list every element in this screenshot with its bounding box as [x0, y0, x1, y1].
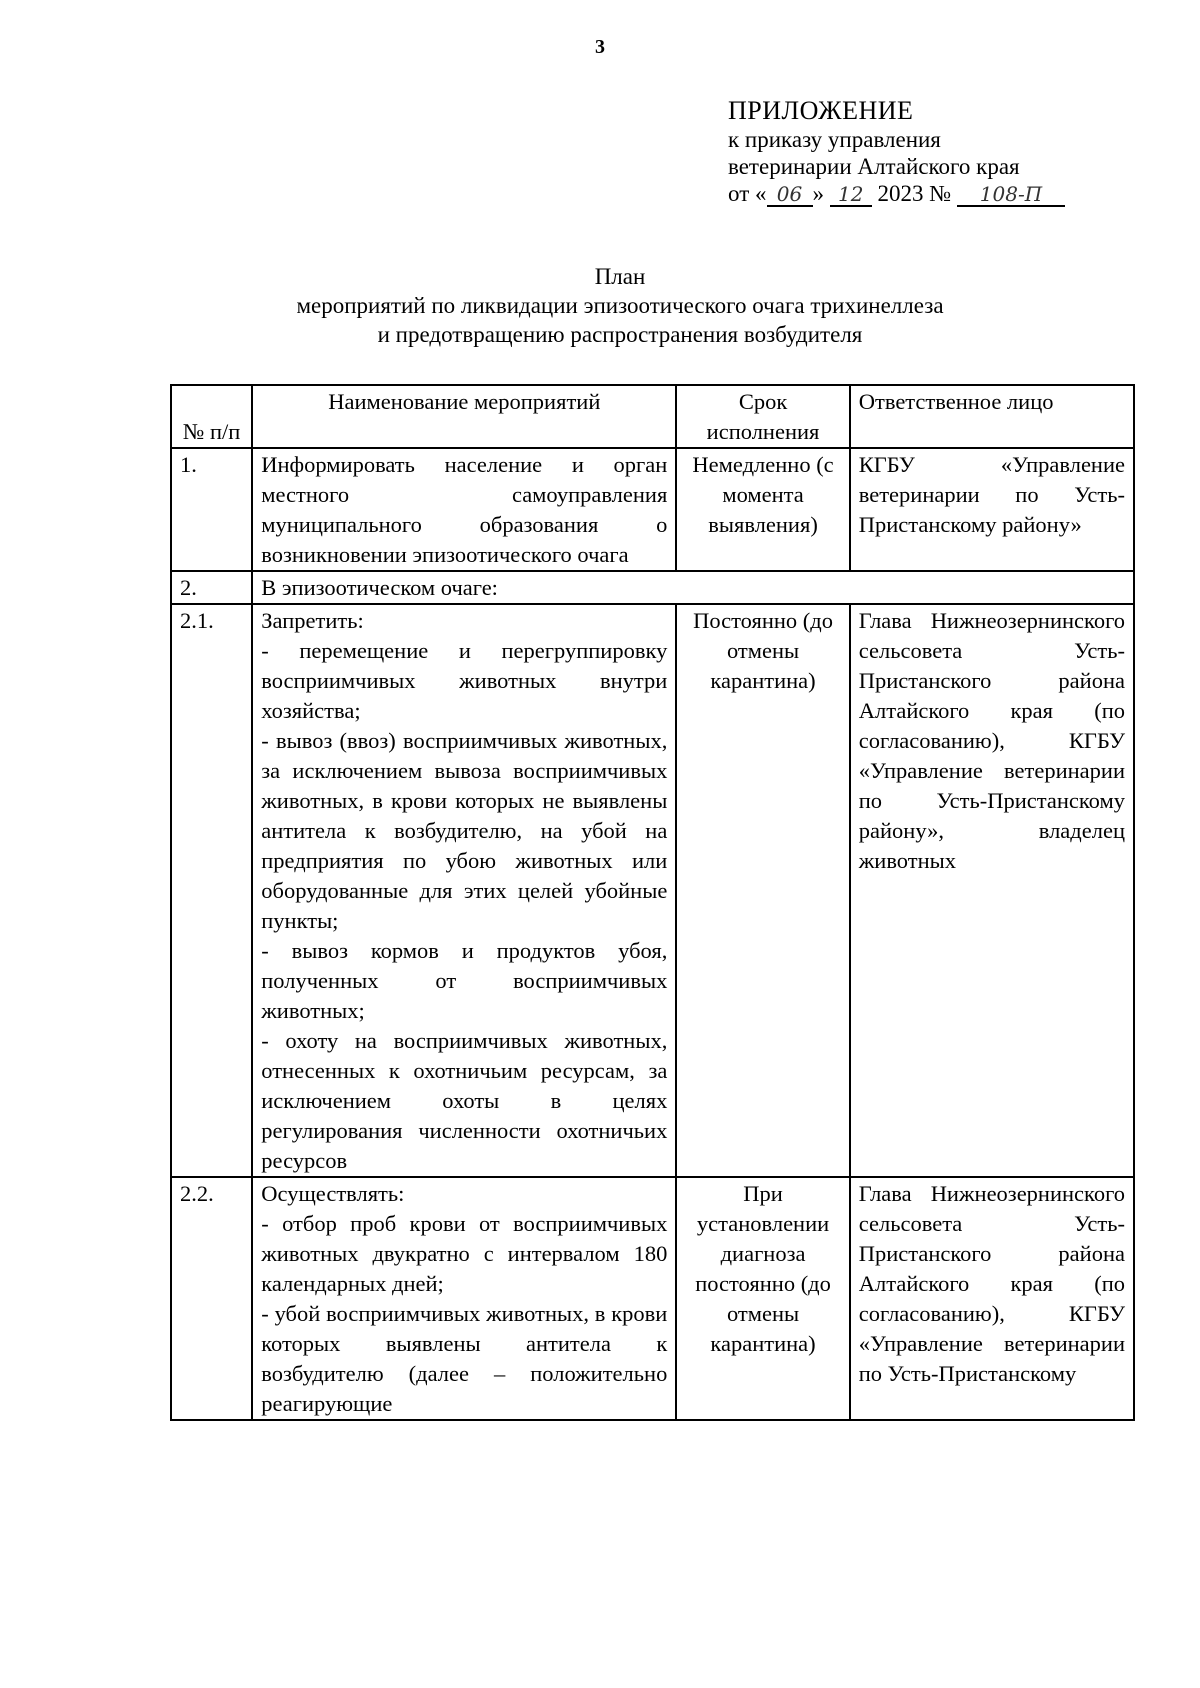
handwritten-day: 06 — [767, 183, 813, 207]
row-term: Немедленно (с момента выявления) — [676, 448, 849, 571]
appendix-block — [728, 96, 1065, 207]
row-responsible: Глава Нижнеозернинского сельсовета Усть-Пристанского района Алтайского края (по согласованию), КГБУ «Управление ветеринарии по Усть-Пристанскому — [850, 1177, 1134, 1420]
appendix-date-line — [728, 180, 1065, 207]
year-and-number-label: 2023 № — [877, 181, 952, 206]
appendix-heading: ПРИЛОЖЕНИЕ — [728, 96, 914, 125]
title-line-1: План — [594, 264, 646, 289]
table-row — [171, 571, 1134, 604]
date-mid: » — [812, 181, 824, 206]
row-number: 2.2. — [171, 1177, 252, 1420]
row-responsible: Глава Нижнеозернинского сельсовета Усть-Пристанского района Алтайского края (по согласованию), КГБУ «Управление ветеринарии по Усть-Пристанскому району», владелец животных — [850, 604, 1134, 1177]
title-line-2: мероприятий по ликвидации эпизоотического очага трихинеллеза — [296, 293, 944, 318]
measure-line: - вывоз кормов и продуктов убоя, полученных от восприимчивых животных; — [261, 938, 668, 1023]
handwritten-order-number: 108-П — [957, 183, 1065, 207]
row-term: При установлении диагноза постоянно (до отмены карантина) — [676, 1177, 849, 1420]
table-row — [171, 448, 1134, 571]
document-title — [200, 262, 1040, 349]
row-number: 1. — [171, 448, 252, 571]
row-measure — [252, 1177, 676, 1420]
table-row — [171, 1177, 1134, 1420]
header-term: Срок исполнения — [676, 385, 849, 448]
measure-line: - убой восприимчивых животных, в крови которых выявлены антитела к возбудителю (далее – положительно реагирующие — [261, 1301, 668, 1416]
header-num: № п/п — [171, 385, 252, 448]
measure-line: - охоту на восприимчивых животных, отнесенных к охотничьим ресурсам, за исключением охоты в целях регулирования численности охотничьих ресурсов — [261, 1028, 668, 1173]
row-number: 2. — [171, 571, 252, 604]
plan-table — [170, 384, 1135, 1421]
appendix-line-1: к приказу управления — [728, 127, 941, 152]
table-header-row — [171, 385, 1134, 448]
measure-line: Осуществлять: — [261, 1181, 405, 1206]
row-measure: Информировать население и орган местного самоуправления муниципального образования о возникновении эпизоотического очага — [252, 448, 676, 571]
date-prefix: от « — [728, 181, 767, 206]
measure-line: - перемещение и перегруппировку восприимчивых животных внутри хозяйства; — [261, 638, 668, 723]
title-line-3: и предотвращению распространения возбудителя — [377, 322, 863, 347]
row-section-title: В эпизоотическом очаге: — [252, 571, 1134, 604]
row-term: Постоянно (до отмены карантина) — [676, 604, 849, 1177]
handwritten-month: 12 — [830, 183, 872, 207]
header-responsible: Ответственное лицо — [850, 385, 1134, 448]
measure-line: Запретить: — [261, 608, 364, 633]
row-number: 2.1. — [171, 604, 252, 1177]
page-number: 3 — [595, 36, 605, 58]
row-measure — [252, 604, 676, 1177]
header-name: Наименование мероприятий — [252, 385, 676, 448]
appendix-line-2: ветеринарии Алтайского края — [728, 154, 1020, 179]
measure-line: - отбор проб крови от восприимчивых животных двукратно с интервалом 180 календарных дней; — [261, 1211, 668, 1296]
measure-line: - вывоз (ввоз) восприимчивых животных, за исключением вывоза восприимчивых животных, в крови которых не выявлены антитела к возбудителю, на убой на предприятия по убою животных или оборудованные для этих целей убойные пункты; — [261, 728, 668, 933]
table-row — [171, 604, 1134, 1177]
row-responsible: КГБУ «Управление ветеринарии по Усть-Пристанскому району» — [850, 448, 1134, 571]
